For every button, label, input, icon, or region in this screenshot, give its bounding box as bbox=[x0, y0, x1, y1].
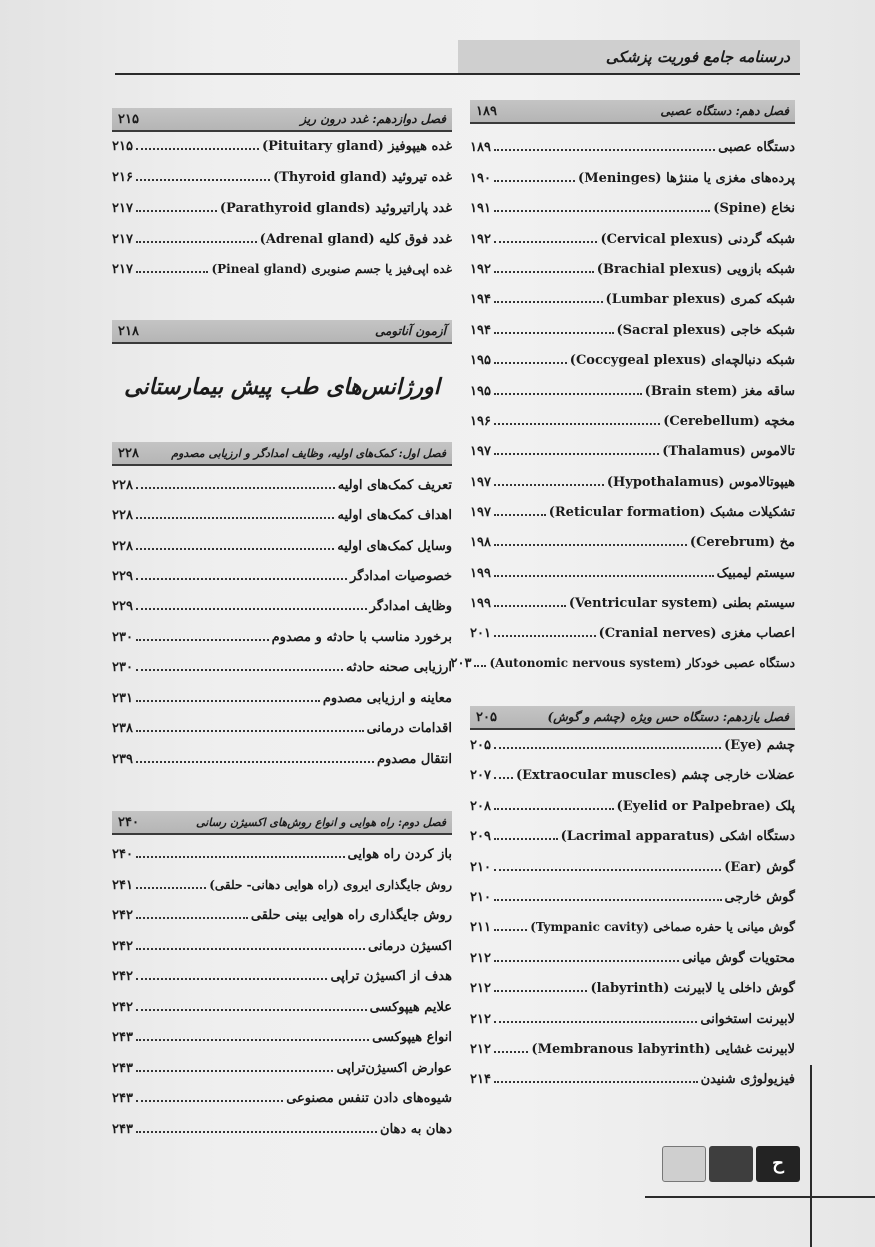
leader-dots bbox=[136, 138, 259, 150]
leader-dots bbox=[494, 352, 567, 364]
toc-entry[interactable] bbox=[112, 846, 452, 868]
entry-page: ۲۴۳ bbox=[112, 1122, 133, 1137]
leader-dots bbox=[494, 798, 614, 810]
entry-title: اهداف کمک‌های اولیه bbox=[337, 508, 452, 523]
entry-page: ۲۱۶ bbox=[112, 170, 133, 185]
leader-dots bbox=[136, 477, 335, 489]
entry-title: وسایل کمک‌های اولیه bbox=[337, 539, 452, 554]
leader-dots bbox=[494, 889, 722, 901]
toc-entry[interactable] bbox=[112, 169, 452, 191]
toc-entry[interactable] bbox=[470, 737, 795, 759]
footer-vertical-rule bbox=[810, 1065, 812, 1247]
part-title: اورژانس‌های طب پیش بیمارستانی bbox=[124, 374, 440, 400]
leader-dots bbox=[494, 413, 660, 425]
toc-entry[interactable] bbox=[470, 595, 795, 617]
entry-title: شبکه کمری (Lumbar plexus) bbox=[605, 292, 795, 307]
entry-page: ۲۱۰ bbox=[470, 890, 491, 905]
toc-left-column bbox=[112, 108, 452, 1148]
entry-title: اعصاب مغزی (Cranial nerves) bbox=[598, 626, 795, 641]
leader-dots bbox=[494, 595, 566, 607]
toc-entry[interactable] bbox=[470, 170, 795, 192]
entry-page: ۱۹۵ bbox=[470, 353, 491, 368]
leader-dots bbox=[494, 625, 596, 637]
toc-entry[interactable] bbox=[112, 598, 452, 620]
entry-title: خصوصیات امدادگر bbox=[350, 569, 452, 584]
entry-page: ۲۴۳ bbox=[112, 1091, 133, 1106]
entry-page: ۲۰۳ bbox=[450, 656, 472, 671]
leader-dots bbox=[494, 504, 546, 516]
toc-entry[interactable] bbox=[470, 889, 795, 911]
leader-dots bbox=[136, 598, 367, 610]
entry-title: اقدامات درمانی bbox=[366, 721, 452, 736]
toc-entry[interactable] bbox=[112, 1090, 452, 1112]
page-tab-blank bbox=[662, 1146, 706, 1182]
entry-page: ۲۳۰ bbox=[112, 630, 133, 645]
leader-dots bbox=[136, 1121, 377, 1133]
chapter-heading bbox=[112, 442, 452, 466]
entry-page: ۲۳۸ bbox=[112, 721, 133, 736]
chapter-page: ۲۲۸ bbox=[118, 445, 139, 461]
toc-entry[interactable] bbox=[112, 751, 452, 773]
entry-title: غدد فوق کلیه (Adrenal gland) bbox=[259, 232, 452, 247]
entry-page: ۲۴۲ bbox=[112, 908, 133, 923]
leader-dots bbox=[494, 1011, 697, 1023]
entry-page: ۱۹۷ bbox=[470, 444, 491, 459]
page-number: ح bbox=[756, 1146, 800, 1182]
leader-dots bbox=[494, 1041, 528, 1053]
toc-entry[interactable] bbox=[112, 200, 452, 222]
chapter-heading bbox=[112, 108, 452, 132]
toc-entry[interactable] bbox=[470, 1071, 795, 1093]
entry-title: لابیرنت استخوانی bbox=[700, 1012, 795, 1027]
toc-entry[interactable] bbox=[112, 568, 452, 590]
leader-dots bbox=[494, 767, 513, 779]
toc-entry[interactable] bbox=[112, 720, 452, 742]
entry-page: ۱۹۲ bbox=[470, 232, 491, 247]
entry-title: گوش (Ear) bbox=[724, 860, 795, 875]
leader-dots bbox=[136, 538, 334, 550]
entry-title: غده اپی‌فیز یا جسم صنوبری (Pineal gland) bbox=[211, 262, 452, 276]
toc-entry[interactable] bbox=[470, 291, 795, 313]
leader-dots bbox=[136, 690, 320, 702]
toc-entry[interactable] bbox=[470, 443, 795, 465]
entry-title: باز کردن راه هوایی bbox=[347, 847, 452, 862]
entry-page: ۱۹۴ bbox=[470, 323, 491, 338]
toc-entry[interactable] bbox=[112, 1060, 452, 1082]
toc-entry[interactable] bbox=[112, 690, 452, 712]
leader-dots bbox=[136, 999, 367, 1011]
leader-dots bbox=[494, 291, 603, 303]
entry-title: عوارض اکسیژن‌تراپی bbox=[336, 1061, 452, 1076]
entry-page: ۲۱۲ bbox=[470, 951, 491, 966]
entry-page: ۱۹۹ bbox=[470, 566, 491, 581]
entry-title: سیستم لیمبیک bbox=[716, 566, 795, 581]
entry-page: ۲۳۰ bbox=[112, 660, 133, 675]
entry-page: ۲۴۲ bbox=[112, 969, 133, 984]
toc-entry[interactable] bbox=[112, 507, 452, 529]
entry-title: پلک (Eyelid or Palpebrae) bbox=[616, 799, 795, 814]
entry-title: اکسیژن درمانی bbox=[367, 939, 452, 954]
chapter-title: آزمون آناتومی bbox=[374, 324, 446, 338]
chapter-page: ۲۴۰ bbox=[118, 814, 139, 830]
toc-entry[interactable] bbox=[470, 1041, 795, 1063]
toc-entry[interactable] bbox=[112, 877, 452, 899]
chapter-title: فصل دهم: دستگاه عصبی bbox=[660, 104, 789, 118]
entry-page: ۲۳۹ bbox=[112, 752, 133, 767]
leader-dots bbox=[136, 1060, 334, 1072]
entry-page: ۱۹۸ bbox=[470, 535, 491, 550]
leader-dots bbox=[136, 231, 257, 243]
leader-dots bbox=[136, 507, 335, 519]
chapter-heading bbox=[470, 100, 795, 124]
leader-dots bbox=[136, 169, 270, 181]
entry-title: شبکه دنبالچه‌ای (Coccygeal plexus) bbox=[569, 353, 795, 368]
toc-entry[interactable] bbox=[470, 859, 795, 881]
chapter-heading bbox=[470, 706, 795, 730]
entry-title: شبکه خاجی (Sacral plexus) bbox=[616, 323, 795, 338]
entry-title: برخورد مناسب با حادثه و مصدوم bbox=[271, 630, 452, 645]
entry-page: ۲۱۷ bbox=[112, 262, 133, 277]
entry-page: ۲۱۰ bbox=[470, 860, 491, 875]
toc-entry[interactable] bbox=[112, 1029, 452, 1051]
toc-entry[interactable] bbox=[470, 474, 795, 496]
chapter-title: فصل یازدهم: دستگاه حس ویژه (چشم و گوش) bbox=[547, 710, 789, 724]
entry-page: ۲۴۲ bbox=[112, 939, 133, 954]
page-tab-dark bbox=[709, 1146, 753, 1182]
chapter-page: ۲۱۵ bbox=[118, 111, 139, 127]
header-rule bbox=[115, 73, 800, 75]
entry-title: روش جایگذاری راه هوایی بینی حلقی bbox=[250, 908, 452, 923]
leader-dots bbox=[494, 139, 715, 151]
toc-entry[interactable] bbox=[470, 565, 795, 587]
entry-title: تعریف کمک‌های اولیه bbox=[337, 478, 452, 493]
leader-dots bbox=[136, 877, 206, 889]
entry-page: ۲۰۷ bbox=[470, 768, 491, 783]
leader-dots bbox=[136, 659, 343, 671]
leader-dots bbox=[136, 200, 217, 212]
entry-page: ۲۴۰ bbox=[112, 847, 133, 862]
entry-page: ۲۳۱ bbox=[112, 691, 133, 706]
leader-dots bbox=[136, 846, 345, 858]
chapter-title: فصل دوازدهم: غدد درون ریز bbox=[300, 112, 446, 126]
toc-right-column bbox=[450, 100, 795, 1100]
entry-page: ۱۹۹ bbox=[470, 596, 491, 611]
entry-title: علایم هیپوکسی bbox=[369, 1000, 452, 1015]
entry-page: ۱۹۴ bbox=[470, 292, 491, 307]
toc-entry[interactable] bbox=[470, 413, 795, 435]
entry-page: ۲۱۲ bbox=[470, 1012, 491, 1027]
toc-entry[interactable] bbox=[470, 534, 795, 556]
leader-dots bbox=[136, 261, 209, 273]
entry-title: غده هیپوفیز (Pituitary gland) bbox=[262, 139, 452, 154]
toc-entry[interactable] bbox=[112, 907, 452, 929]
entry-title: هدف از اکسیژن تراپی bbox=[330, 969, 452, 984]
toc-entry[interactable] bbox=[112, 477, 452, 499]
chapter-title: فصل اول: کمک‌های اولیه، وظایف امدادگر و ارزیابی مصدوم bbox=[171, 446, 446, 460]
toc-entry[interactable] bbox=[470, 1011, 795, 1033]
entry-title: مخ (Cerebrum) bbox=[689, 535, 795, 550]
toc-entry[interactable] bbox=[470, 352, 795, 374]
toc-entry[interactable] bbox=[112, 538, 452, 560]
entry-page: ۲۰۸ bbox=[470, 799, 491, 814]
entry-title: دهان به دهان bbox=[380, 1122, 452, 1137]
toc-entry[interactable] bbox=[112, 231, 452, 253]
entry-title: نخاع (Spine) bbox=[713, 201, 795, 216]
entry-page: ۱۹۶ bbox=[470, 414, 491, 429]
toc-entry[interactable] bbox=[470, 950, 795, 972]
leader-dots bbox=[136, 1029, 369, 1041]
toc-entry[interactable] bbox=[450, 655, 795, 677]
entry-page: ۱۹۵ bbox=[470, 384, 491, 399]
leader-dots bbox=[494, 231, 598, 243]
entry-title: سیستم بطنی (Ventricular system) bbox=[568, 596, 795, 611]
entry-title: فیزیولوژی شنیدن bbox=[700, 1072, 795, 1087]
toc-entry[interactable] bbox=[470, 798, 795, 820]
leader-dots bbox=[136, 568, 347, 580]
entry-title: گوش میانی یا حفره صماخی (Tympanic cavity) bbox=[530, 920, 795, 934]
leader-dots bbox=[494, 828, 558, 840]
toc-entry[interactable] bbox=[112, 968, 452, 990]
leader-dots bbox=[494, 534, 687, 546]
entry-page: ۲۲۹ bbox=[112, 599, 133, 614]
entry-page: ۲۱۲ bbox=[470, 981, 491, 996]
entry-page: ۱۹۱ bbox=[470, 201, 491, 216]
toc-entry[interactable] bbox=[470, 625, 795, 647]
entry-page: ۲۴۳ bbox=[112, 1061, 133, 1076]
chapter-title: فصل دوم: راه هوایی و انواع روش‌های اکسیژن رسانی bbox=[196, 815, 446, 829]
entry-title: دستگاه عصبی bbox=[718, 140, 795, 155]
entry-title: تالاموس (Thalamus) bbox=[662, 444, 795, 459]
toc-entry[interactable] bbox=[470, 980, 795, 1002]
entry-title: انواع هیپوکسی bbox=[372, 1030, 452, 1045]
entry-title: انتقال مصدوم bbox=[376, 752, 452, 767]
entry-title: شیوه‌های دادن تنفس مصنوعی bbox=[286, 1091, 452, 1106]
leader-dots bbox=[136, 720, 364, 732]
entry-title: شبکه گردنی (Cervical plexus) bbox=[600, 232, 795, 247]
entry-title: دستگاه عصبی خودکار (Autonomic nervous system) bbox=[489, 656, 795, 670]
toc-entry[interactable] bbox=[112, 938, 452, 960]
entry-title: ارزیابی صحنه حادثه bbox=[346, 660, 452, 675]
entry-page: ۲۱۷ bbox=[112, 232, 133, 247]
entry-title: محتویات گوش میانی bbox=[682, 951, 795, 966]
entry-title: دستگاه اشکی (Lacrimal apparatus) bbox=[560, 829, 795, 844]
entry-page: ۱۹۰ bbox=[470, 171, 491, 186]
entry-title: لابیرنت غشایی (Membranous labyrinth) bbox=[531, 1042, 795, 1057]
entry-page: ۲۲۹ bbox=[112, 569, 133, 584]
leader-dots bbox=[494, 737, 721, 749]
footer-horizontal-rule bbox=[645, 1196, 875, 1198]
entry-title: چشم (Eye) bbox=[724, 738, 795, 753]
toc-entry[interactable] bbox=[470, 139, 795, 161]
leader-dots bbox=[494, 1071, 698, 1083]
leader-dots bbox=[136, 968, 328, 980]
entry-title: غده تیروئید (Thyroid gland) bbox=[273, 170, 452, 185]
entry-page: ۲۲۸ bbox=[112, 478, 133, 493]
chapter-heading bbox=[112, 320, 452, 344]
leader-dots bbox=[494, 474, 604, 486]
toc-entry[interactable] bbox=[112, 261, 452, 283]
entry-page: ۲۱۱ bbox=[470, 920, 491, 935]
entry-title: مخچه (Cerebellum) bbox=[663, 414, 795, 429]
leader-dots bbox=[136, 751, 374, 763]
entry-title: روش جایگذاری ایروی (راه هوایی دهانی- حلقی) bbox=[209, 878, 452, 892]
chapter-page: ۲۱۸ bbox=[118, 323, 139, 339]
toc-entry[interactable] bbox=[470, 383, 795, 405]
toc-entry[interactable] bbox=[470, 200, 795, 222]
leader-dots bbox=[474, 655, 486, 667]
page-tabs bbox=[662, 1146, 803, 1182]
entry-page: ۱۸۹ bbox=[470, 140, 491, 155]
toc-entry[interactable] bbox=[470, 231, 795, 253]
chapter-heading bbox=[112, 811, 452, 835]
entry-title: وظایف امدادگر bbox=[369, 599, 452, 614]
entry-page: ۲۲۸ bbox=[112, 539, 133, 554]
toc-entry[interactable] bbox=[470, 261, 795, 283]
entry-title: هیپوتالاموس (Hypothalamus) bbox=[606, 475, 795, 490]
toc-entry[interactable] bbox=[112, 999, 452, 1021]
entry-title: پرده‌های مغزی یا مننژها (Meninges) bbox=[578, 171, 795, 186]
entry-page: ۱۹۷ bbox=[470, 505, 491, 520]
entry-title: گوش داخلی یا لابیرنت (labyrinth) bbox=[590, 981, 795, 996]
entry-page: ۲۰۱ bbox=[470, 626, 491, 641]
leader-dots bbox=[494, 383, 642, 395]
entry-page: ۲۰۹ bbox=[470, 829, 491, 844]
entry-title: گوش خارجی bbox=[724, 890, 795, 905]
leader-dots bbox=[136, 629, 269, 641]
entry-page: ۲۰۵ bbox=[470, 738, 491, 753]
leader-dots bbox=[494, 565, 714, 577]
entry-page: ۲۴۲ bbox=[112, 1000, 133, 1015]
entry-title: ساقه مغز (Brain stem) bbox=[644, 384, 795, 399]
entry-page: ۱۹۲ bbox=[470, 262, 491, 277]
leader-dots bbox=[494, 859, 721, 871]
entry-title: تشکیلات مشبک (Reticular formation) bbox=[548, 505, 795, 520]
entry-title: غدد پاراتیروئید (Parathyroid glands) bbox=[219, 201, 452, 216]
leader-dots bbox=[494, 170, 575, 182]
toc-entry[interactable] bbox=[112, 629, 452, 651]
leader-dots bbox=[136, 1090, 283, 1102]
toc-entry[interactable] bbox=[112, 659, 452, 681]
toc-entry[interactable] bbox=[112, 138, 452, 160]
chapter-page: ۲۰۵ bbox=[476, 709, 497, 725]
toc-entry[interactable] bbox=[470, 322, 795, 344]
toc-entry[interactable] bbox=[470, 828, 795, 850]
leader-dots bbox=[494, 261, 594, 273]
leader-dots bbox=[136, 938, 365, 950]
entry-title: عضلات خارجی چشم (Extraocular muscles) bbox=[515, 768, 795, 783]
leader-dots bbox=[494, 919, 527, 931]
leader-dots bbox=[494, 443, 659, 455]
entry-page: ۲۴۱ bbox=[112, 878, 133, 893]
entry-page: ۱۹۷ bbox=[470, 475, 491, 490]
entry-page: ۲۲۸ bbox=[112, 508, 133, 523]
entry-page: ۲۱۵ bbox=[112, 139, 133, 154]
leader-dots bbox=[494, 200, 710, 212]
toc-entry[interactable] bbox=[112, 1121, 452, 1143]
entry-page: ۲۱۲ bbox=[470, 1042, 491, 1057]
running-header: درسنامه جامع فوریت پزشکی bbox=[458, 40, 800, 74]
entry-page: ۲۴۳ bbox=[112, 1030, 133, 1045]
toc-entry[interactable] bbox=[470, 767, 795, 789]
leader-dots bbox=[494, 322, 614, 334]
leader-dots bbox=[494, 980, 587, 992]
toc-entry[interactable] bbox=[470, 919, 795, 941]
entry-title: شبکه بازویی (Brachial plexus) bbox=[596, 262, 795, 277]
entry-page: ۲۱۷ bbox=[112, 201, 133, 216]
leader-dots bbox=[136, 907, 248, 919]
toc-entry[interactable] bbox=[470, 504, 795, 526]
entry-page: ۲۱۴ bbox=[470, 1072, 491, 1087]
entry-title: معاینه و ارزیابی مصدوم bbox=[322, 691, 452, 706]
leader-dots bbox=[494, 950, 679, 962]
chapter-page: ۱۸۹ bbox=[476, 103, 497, 119]
